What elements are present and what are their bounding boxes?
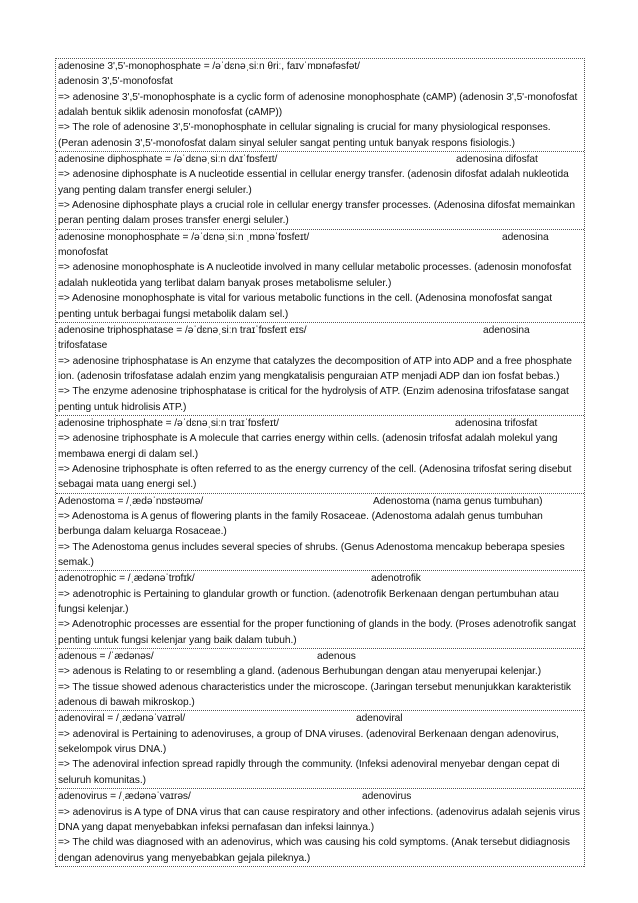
entry-term-pronunciation: adenosine triphosphate = /əˈdɛnəˌsiːn traɪˈfɒsfeɪt/ — [58, 417, 279, 429]
entry-definition: => adenotrophic is Pertaining to glandular growth or function. (adenotrofik Berkenaan dengan pertumbuhan atau fungsi kelenjar.) — [58, 588, 559, 616]
entry-example: => The child was diagnosed with an adenovirus, which was causing his cold symptoms. (Anak tersebut didiagnosis dengan adenovirus yang menyebabkan gejala pileknya.) — [58, 837, 570, 864]
entry-translation: adenosina trifosfat — [455, 417, 538, 429]
entry-headline — [58, 789, 583, 804]
entry-translation-continued: monofosfat — [58, 247, 108, 259]
dictionary-entry — [56, 711, 584, 789]
entry-headline — [58, 59, 583, 74]
entry-translation: adenous — [317, 651, 356, 663]
dictionary-entry — [56, 649, 584, 711]
entry-definition: => adenoviral is Pertaining to adenoviruses, a group of DNA viruses. (adenoviral Berkenaan dengan adenovirus, sekelompok virus DNA.) — [58, 728, 559, 756]
entry-headline — [58, 711, 583, 726]
entry-definition: => adenosine monophosphate is A nucleotide involved in many cellular metabolic processes. (adenosin monofosfat adalah nukleotida yang terlibat dalam banyak proses metabolisme seluler.) — [58, 262, 572, 289]
dictionary-table — [55, 58, 585, 867]
entry-definition: => Adenostoma is A genus of flowering plants in the family Rosaceae. (Adenostoma adalah genus tumbuhan berbunga dalam keluarga Rosaceae.) — [58, 510, 543, 538]
dictionary-entry — [56, 230, 584, 323]
entry-term-pronunciation: adenotrophic = /ˌædənəˈtrɒfɪk/ — [58, 573, 195, 585]
entry-definition: => adenosine diphosphate is A nucleotide essential in cellular energy transfer. (adenosin difosfat adalah nukleotida yang penting dalam transfer energi seluler.) — [58, 169, 569, 196]
entry-example: => Adenosine monophosphate is vital for various metabolic functions in the cell. (Adenosina monofosfat sangat penting untuk berbagai fungsi metabolik dalam sel.) — [58, 293, 553, 320]
entry-definition: => adenosine triphosphate is A molecule that carries energy within cells. (adenosin trifosfat adalah molekul yang membawa energi di dalam sel.) — [58, 433, 558, 460]
entry-headline — [58, 323, 583, 338]
entry-example: => Adenosine triphosphate is often referred to as the energy currency of the cell. (Adenosina trifosfat sering disebut sebagai mata uang energi sel.) — [58, 463, 572, 491]
entry-translation: adenosin 3',5'-monofosfat — [58, 76, 173, 88]
entry-example: => Adenosine diphosphate plays a crucial role in cellular energy transfer processes. (Adenosina difosfat memainkan peran penting dalam proses transfer energi seluler.) — [58, 200, 575, 227]
dictionary-entry — [56, 416, 584, 494]
entry-definition: => adenosine triphosphatase is An enzyme that catalyzes the decomposition of ATP into ADP and a free phosphate ion. (adenosin trifosfatase adalah enzim yang mengkatalisis penguraian ATP menjadi ADP dan ion fosfat bebas.) — [58, 355, 572, 382]
entry-headline — [58, 416, 583, 431]
entry-headline — [58, 152, 583, 167]
entry-example: => The tissue showed adenous characteristics under the microscope. (Jaringan tersebut menunjukkan karakteristik adenous di bawah mikroskop.) — [58, 681, 571, 709]
dictionary-entry — [56, 59, 584, 152]
entry-definition: => adenosine 3',5'-monophosphate is a cyclic form of adenosine monophosphate (cAMP) (adenosin 3',5'-monofosfat adalah bentuk siklik adenosin monofosfat (cAMP)) — [58, 91, 578, 119]
entry-headline — [58, 649, 583, 664]
entry-example: => The adenoviral infection spread rapidly through the community. (Infeksi adenoviral menyebar dengan cepat di seluruh komunitas.) — [58, 759, 560, 786]
entry-headline — [58, 230, 583, 245]
entry-term-pronunciation: adenosine diphosphate = /əˈdɛnəˌsiːn dʌɪˈfɒsfeɪt/ — [58, 154, 278, 166]
entry-translation: adenosina — [483, 324, 530, 336]
entry-example: => The enzyme adenosine triphosphatase is critical for the hydrolysis of ATP. (Enzim adenosina trifosfatase sangat penting untuk hidrolisis ATP.) — [58, 386, 569, 413]
dictionary-entry — [56, 152, 584, 230]
dictionary-entry — [56, 323, 584, 416]
entry-term-pronunciation: adenosine triphosphatase = /əˈdɛnəˌsiːn traɪˈfɒsfeɪt eɪs/ — [58, 324, 307, 336]
entry-translation: adenosina — [502, 231, 549, 243]
entry-term-pronunciation: adenosine monophosphate = /əˈdɛnəˌsiːn ˌmɒnəˈfɒsfeɪt/ — [58, 231, 310, 243]
entry-term-pronunciation: Adenostoma = /ˌædəˈnɒstəʊmə/ — [58, 495, 204, 507]
entry-headline — [58, 571, 583, 586]
entry-term-pronunciation: adenosine 3',5'-monophosphate = /əˈdɛnəˌsiːn θriː, faɪvˈmɒnəfəsfət/ — [58, 61, 360, 72]
entry-headline — [58, 494, 583, 509]
entry-translation-continued: trifosfatase — [58, 340, 108, 352]
entry-translation: adenotrofik — [371, 573, 421, 585]
entry-example: => The Adenostoma genus includes several species of shrubs. (Genus Adenostoma mencakup beberapa spesies semak.) — [58, 541, 565, 568]
dictionary-entry — [56, 789, 584, 867]
entry-definition: => adenous is Relating to or resembling a gland. (adenous Berhubungan dengan atau menyerupai kelenjar.) — [58, 666, 542, 678]
entry-translation: adenoviral — [356, 713, 403, 725]
entry-term-pronunciation: adenovirus = /ˌædənəˈvaɪrəs/ — [58, 791, 191, 803]
dictionary-entry — [56, 494, 584, 572]
entry-translation: Adenostoma (nama genus tumbuhan) — [373, 495, 543, 507]
entry-definition: => adenovirus is A type of DNA virus that can cause respiratory and other infections. (adenovirus adalah sejenis virus DNA yang dapat menyebabkan infeksi pernafasan dan infeksi lainnya.) — [58, 806, 580, 833]
entry-example: => The role of adenosine 3',5'-monophosphate in cellular signaling is crucial for many physiological responses. (Peran adenosin 3',5'-monofosfat dalam sinyal seluler sangat penting untuk banyak respons fisiologis.) — [58, 122, 551, 149]
entry-term-pronunciation: adenous = /ˈædənəs/ — [58, 651, 154, 663]
entry-example: => Adenotrophic processes are essential for the proper functioning of glands in the body. (Proses adenotrofik sangat penting untuk fungsi kelenjar yang baik dalam tubuh.) — [58, 619, 576, 646]
entry-translation: adenosina difosfat — [456, 154, 538, 166]
entry-translation: adenovirus — [362, 791, 412, 803]
dictionary-entry — [56, 571, 584, 649]
entry-term-pronunciation: adenoviral = /ˌædənəˈvaɪrəl/ — [58, 713, 186, 725]
